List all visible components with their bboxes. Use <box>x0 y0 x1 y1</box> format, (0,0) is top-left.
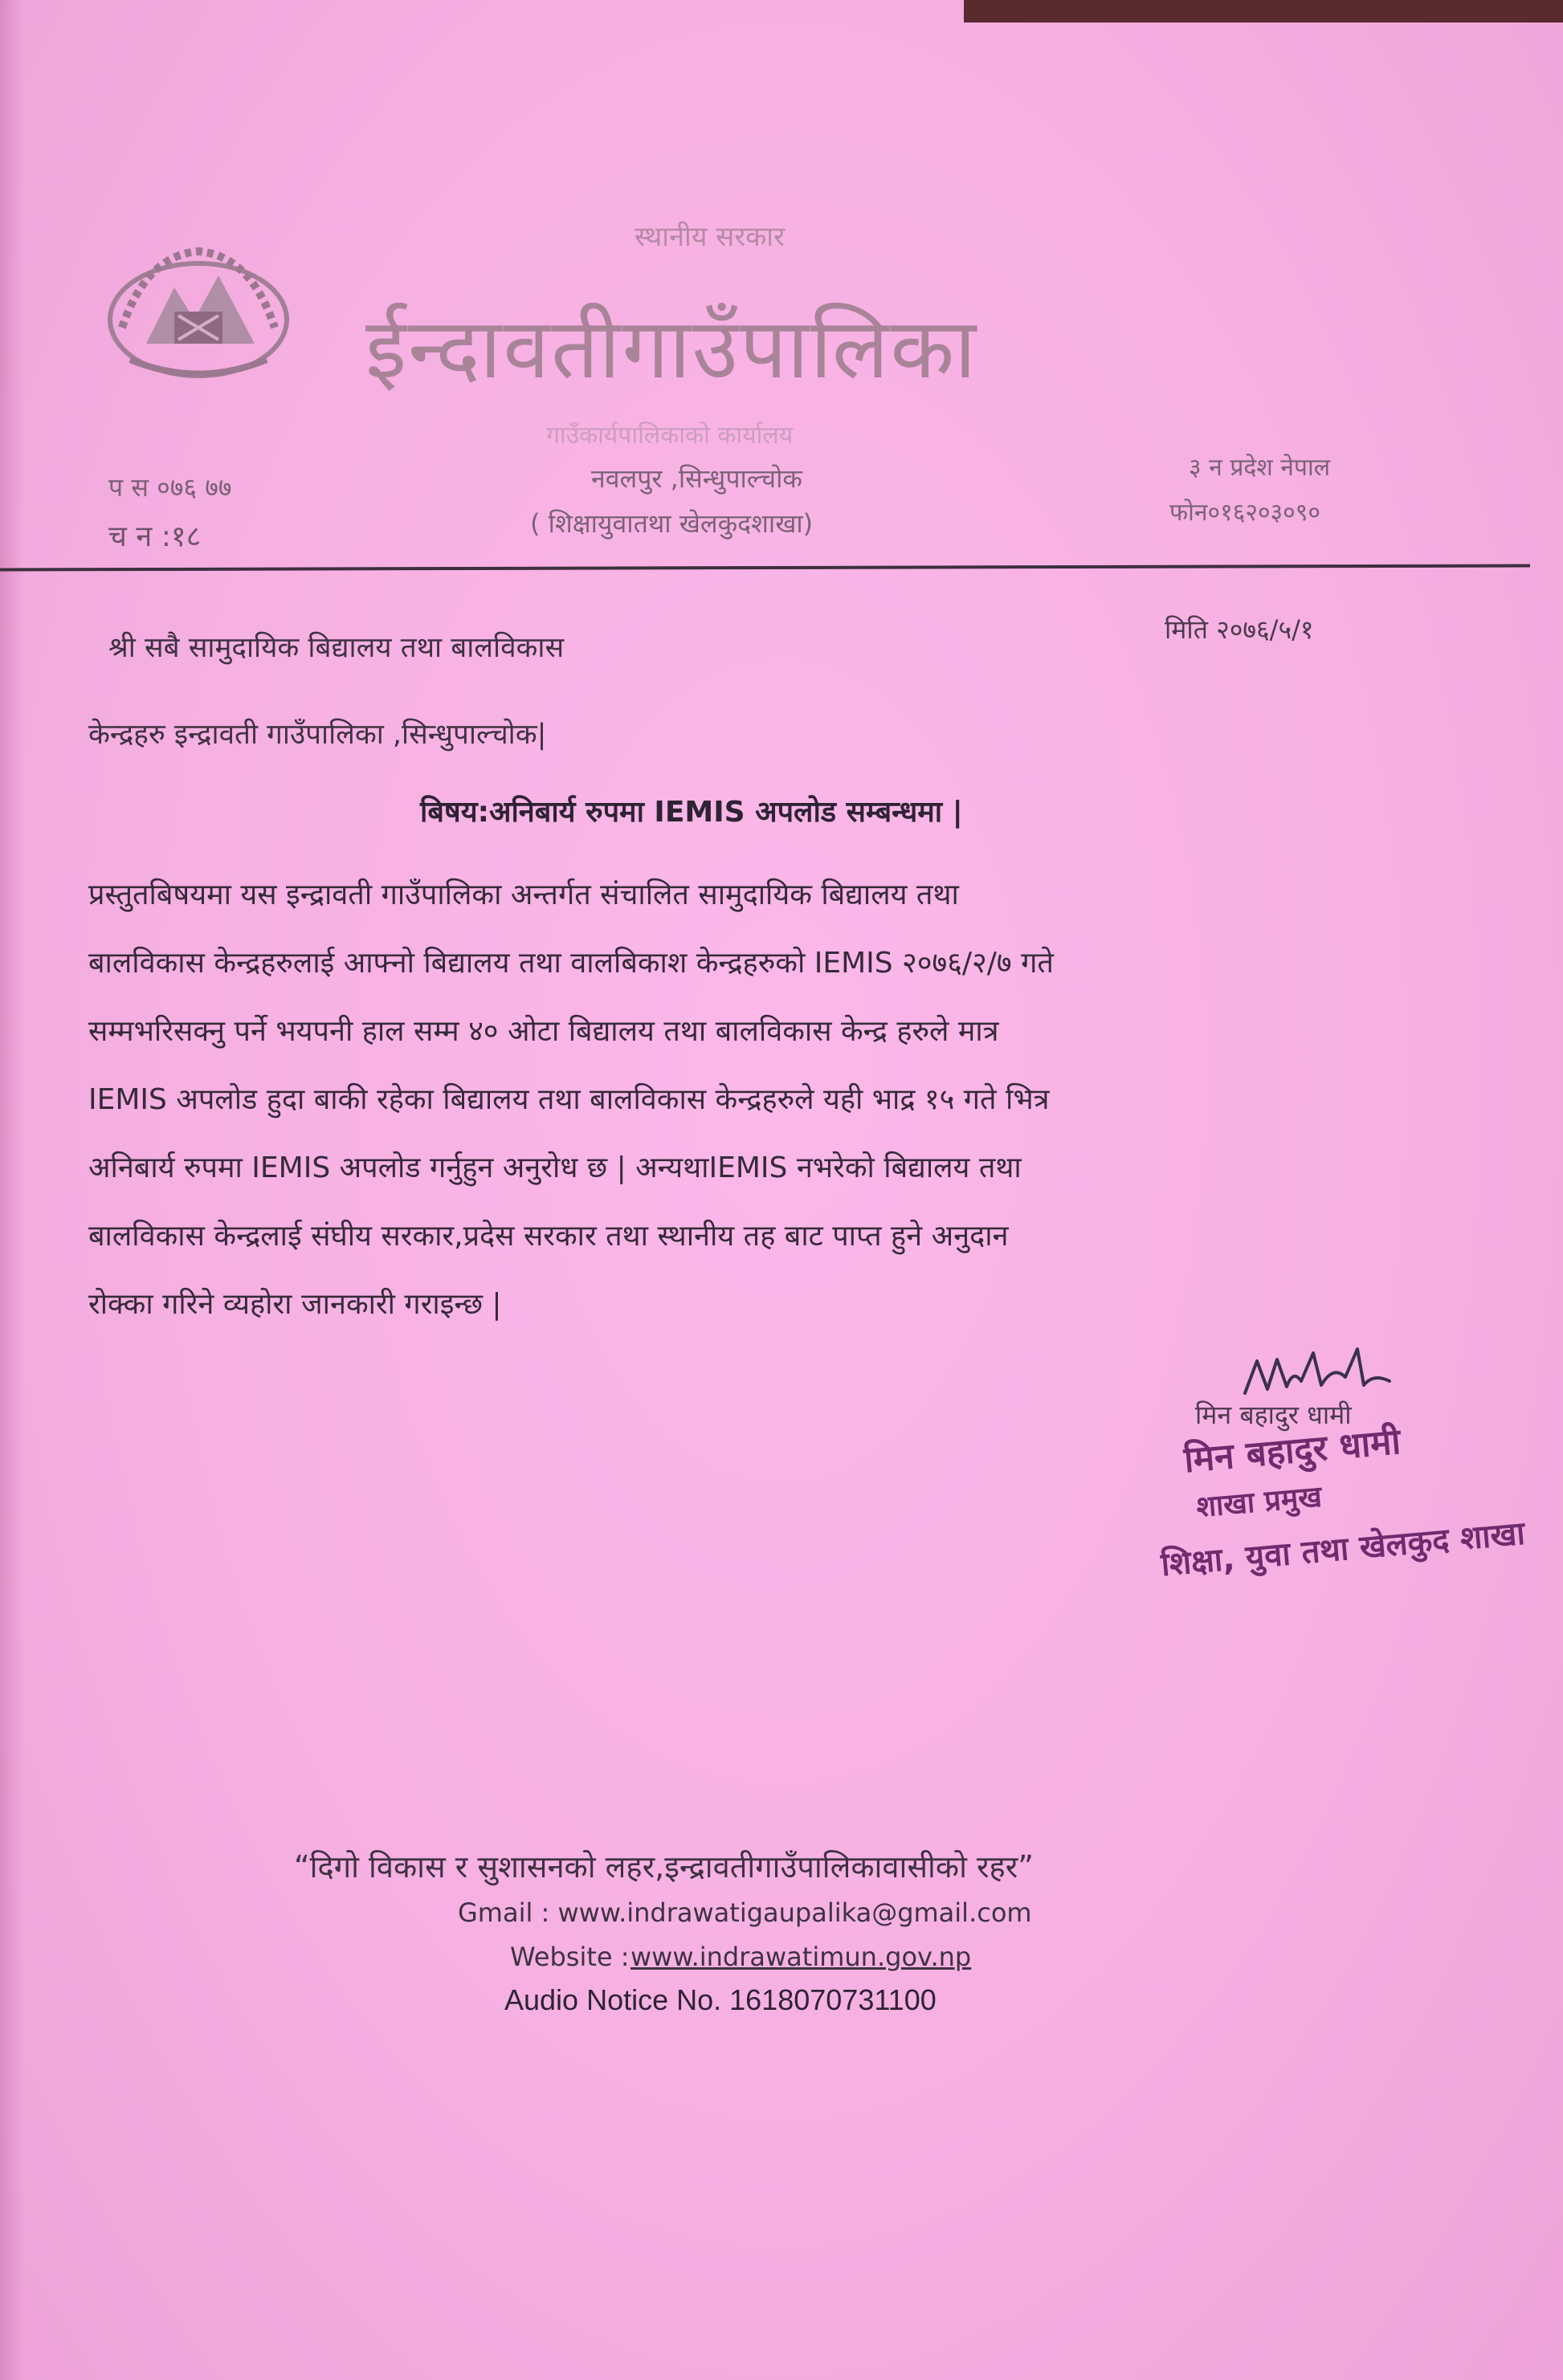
municipality-title: ईन्दावतीगाउँपालिका <box>365 300 978 397</box>
body-line: बालविकास केन्द्रलाई संघीय सरकार,प्रदेस सरकार तथा स्थानीय तह बाट पाप्त हुने अनुदान <box>88 1220 1009 1253</box>
local-government-label: स्थानीय सरकार <box>635 221 785 253</box>
ps-number: प स ०७६ ७७ <box>108 472 232 503</box>
office-name: गाउँकार्यपालिकाको कार्यालय <box>546 422 794 450</box>
body-line: रोक्का गरिने व्यहोरा जानकारी गराइन्छ | <box>88 1288 502 1321</box>
signatory-printed-name: मिन बहादुर धामी <box>1195 1400 1352 1430</box>
footer-gmail: Gmail : www.indrawatigaupalika@gmail.com <box>458 1897 1032 1928</box>
government-emblem-icon <box>98 231 299 392</box>
recipient-line-1: श्री सबै सामुदायिक बिद्यालय तथा बालविकास <box>108 632 565 664</box>
body-line: बालविकास केन्द्रहरुलाई आफ्नो बिद्यालय तथा वालबिकाश केन्द्रहरुको IEMIS २०७६/२/७ गते <box>88 947 1054 980</box>
footer-website-link[interactable]: www.indrawatimun.gov.np <box>631 1942 972 1972</box>
footer-website-label: Website : <box>510 1942 630 1972</box>
stamp-name: मिन बहादुर धामी <box>1182 1420 1402 1481</box>
footer-slogan: “दिगो विकास र सुशासनको लहर,इन्द्रावतीगाउँपालिकावासीको रहर” <box>294 1849 1034 1885</box>
paper-shadow <box>0 0 24 2380</box>
stamp-title: शाखा प्रमुख <box>1194 1480 1324 1525</box>
body-line: IEMIS अपलोड हुदा बाकी रहेका बिद्यालय तथा बालविकास केन्द्रहरुले यही भाद्र १५ गते भित्र <box>88 1083 1050 1116</box>
audio-notice-number: Audio Notice No. 1618070731100 <box>504 1983 937 2016</box>
office-address: नवलपुर ,सिन्धुपाल्चोक <box>591 463 802 494</box>
letter-body <box>88 861 1406 1339</box>
chalani-number: च न :१८ <box>108 520 202 553</box>
background-edge <box>964 0 1563 22</box>
official-stamp <box>1149 1388 1549 1605</box>
recipient-line-2: केन्द्रहरु इन्द्रावती गाउँपालिका ,सिन्धुपाल्चोक| <box>88 719 547 751</box>
section-name: ( शिक्षायुवातथा खेलकुदशाखा) <box>530 508 814 539</box>
letter-date: मिति २०७६/५/१ <box>1165 614 1314 645</box>
body-line: सम्मभरिसक्नु पर्ने भयपनी हाल सम्म ४० ओटा बिद्यालय तथा बालविकास केन्द्र हरुले मात्र <box>88 1015 999 1048</box>
letter-subject: बिषय:अनिबार्य रुपमा IEMIS अपलोड सम्बन्धमा | <box>420 796 963 829</box>
stamp-section: शिक्षा, युवा तथा खेलकुद शाखा <box>1159 1514 1527 1584</box>
phone-number: फोन०१६२०३०९० <box>1169 499 1320 527</box>
header-divider <box>0 564 1530 572</box>
province-label: ३ न प्रदेश नेपाल <box>1189 454 1331 482</box>
body-line: प्रस्तुतबिषयमा यस इन्द्रावती गाउँपालिका अन्तर्गत संचालित सामुदायिक बिद्यालय तथा <box>88 878 959 911</box>
body-line: अनिबार्य रुपमा IEMIS अपलोड गर्नुहुन अनुरोध छ | अन्यथाIEMIS नभरेको बिद्यालय तथा <box>88 1151 1022 1184</box>
